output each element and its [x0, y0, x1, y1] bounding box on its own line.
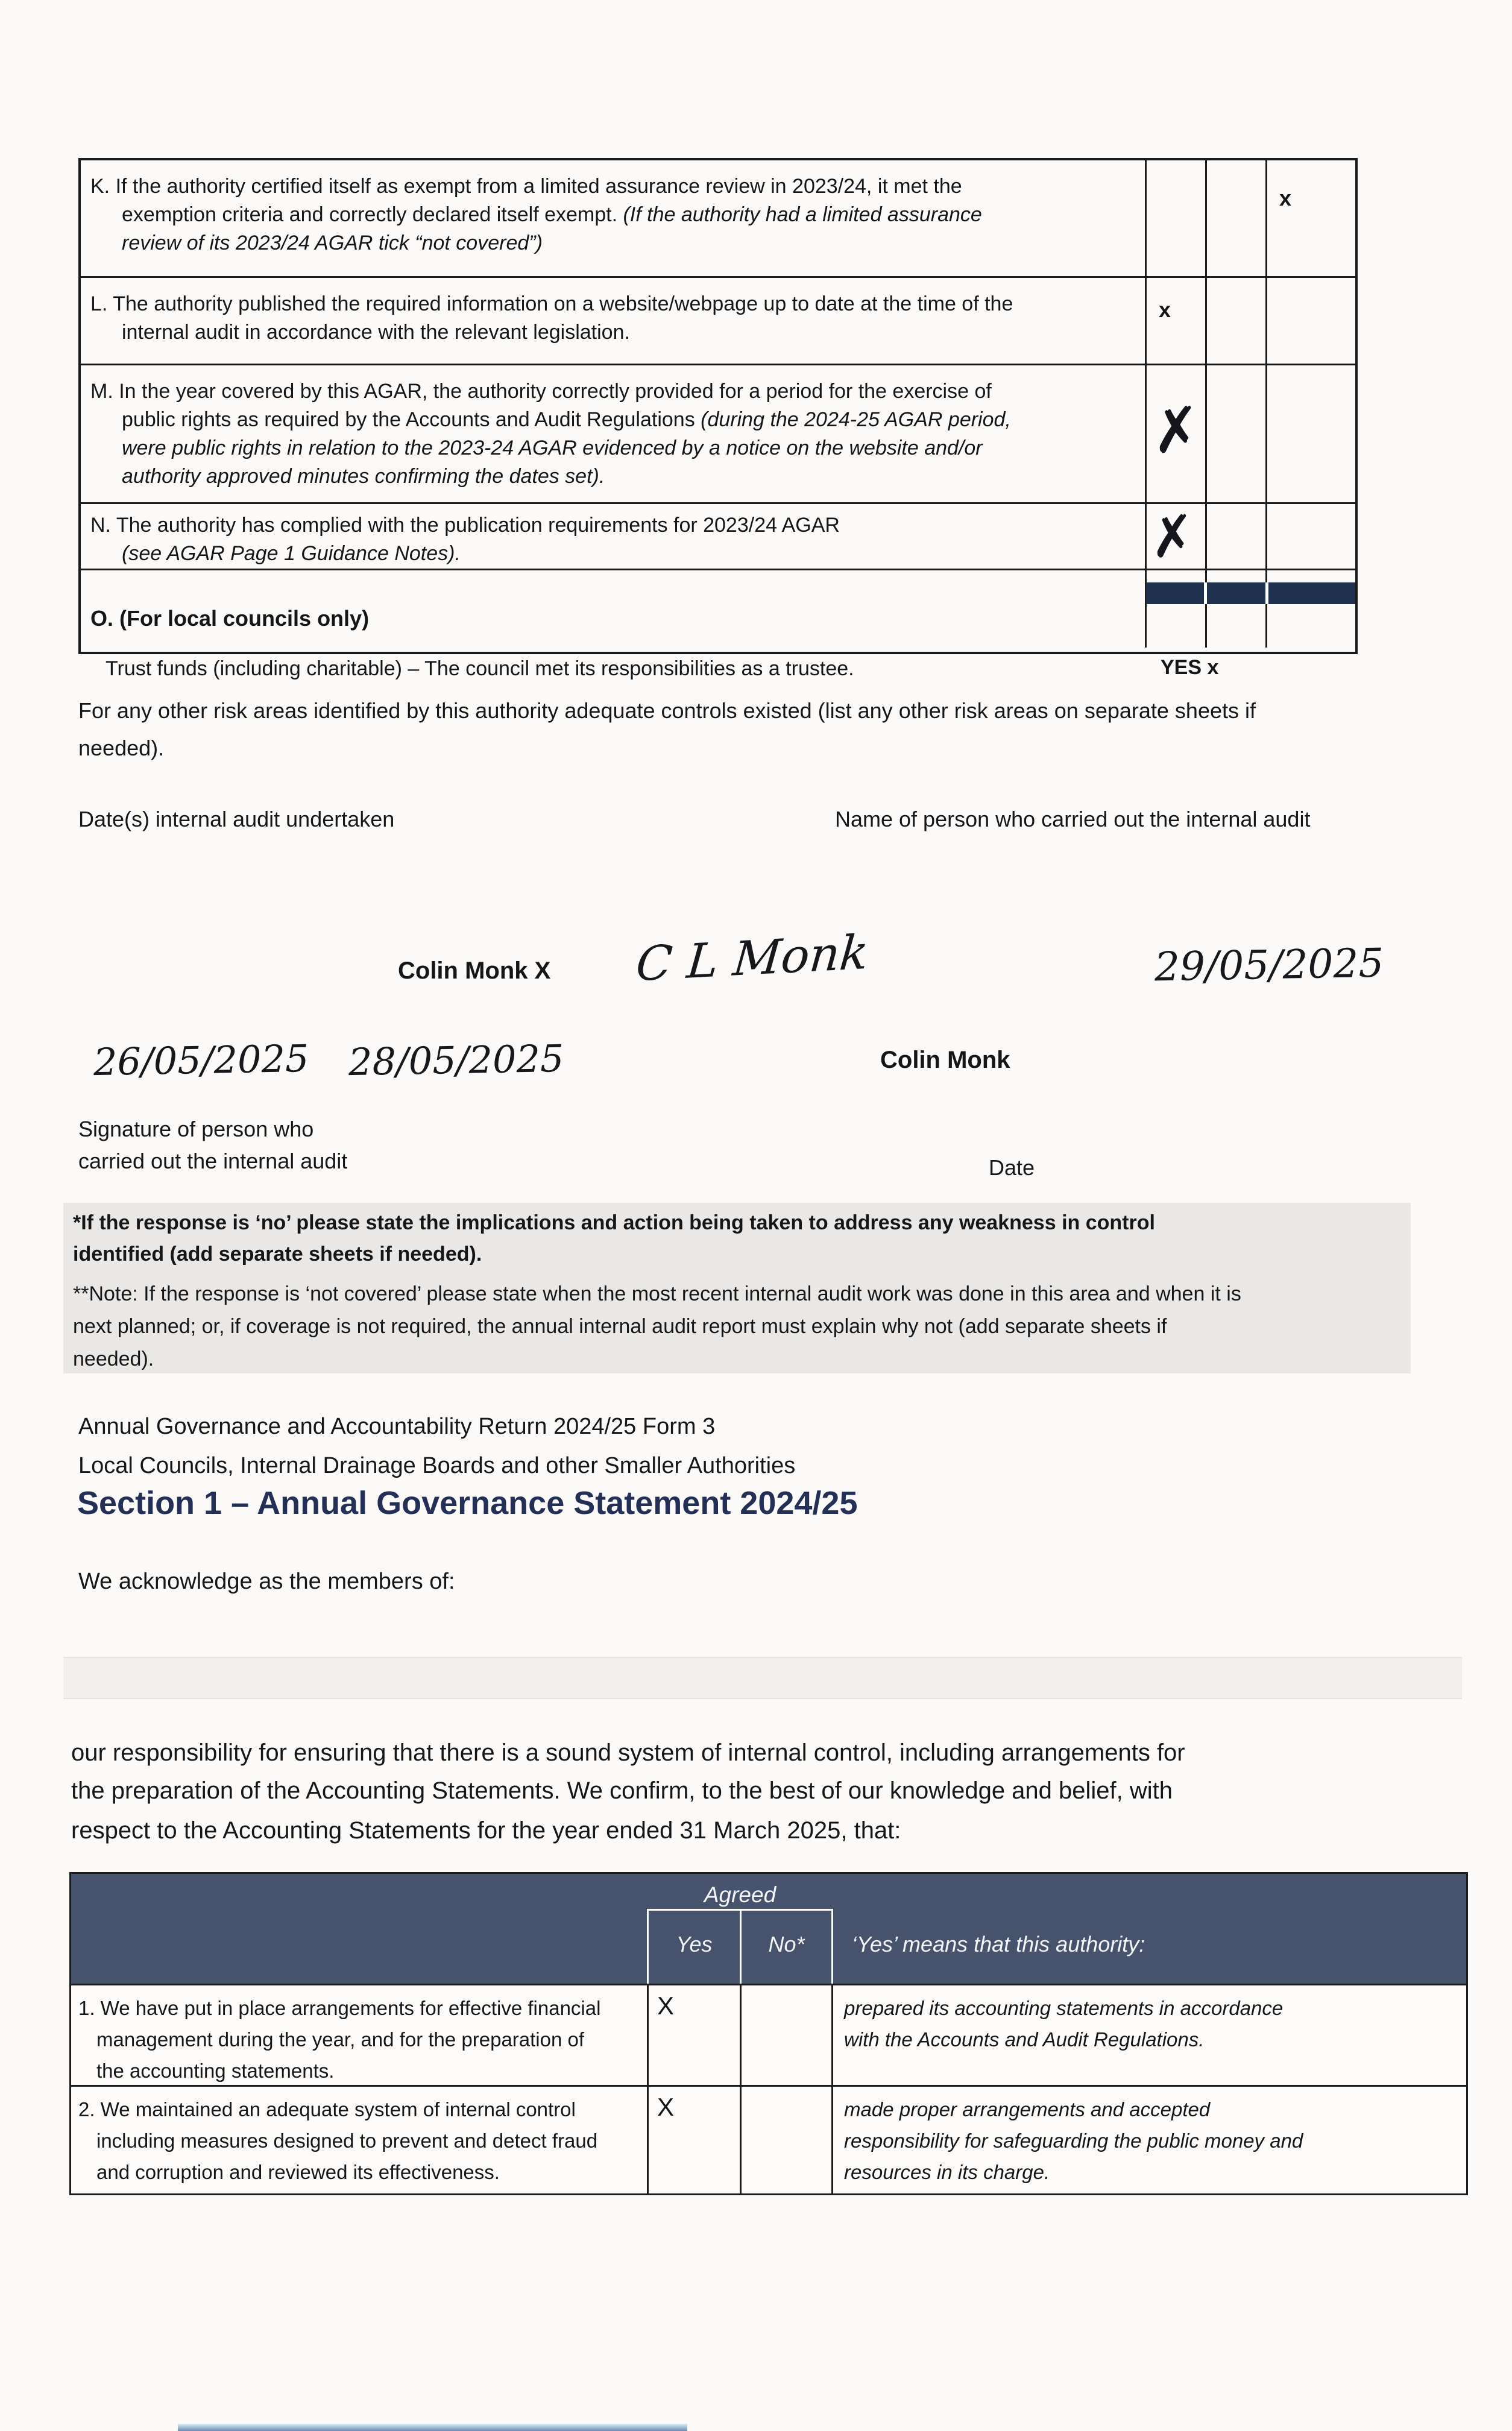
note-double-asterisk-line2: next planned; or, if coverage is not required, the annual internal audit report must explain why not (add separate sheets if — [73, 1315, 1167, 1338]
risk-paragraph-line2: needed). — [78, 736, 165, 760]
check-mark-typed — [742, 2087, 831, 2093]
risk-paragraph-line1: For any other risk areas identified by this authority adequate controls existed (list any other risk areas on separate sheets if — [78, 698, 1256, 723]
dates-undertaken-label: Date(s) internal audit undertaken — [78, 807, 395, 831]
auditor-signature: C L Monk — [634, 925, 871, 992]
audit-row-M-text: M. In the year covered by this AGAR, the authority correctly provided for a period for the exercise of public rights as required by the Accounts and Audit Regulations (during the 2024-25 AGAR period, were public rights in relation to the 2023-24 AGAR evidenced by a notice on the website and/or authority approved minutes confirming the dates set). — [90, 380, 1011, 488]
signature-label-line2: carried out the internal audit — [78, 1149, 348, 1173]
statement-cell: 2. We maintained an adequate system of internal control including measures designed to prevent and detect fraud and corruption and reviewed its effectiveness. — [71, 2087, 649, 2193]
audit-date-2: 28/05/2025 — [348, 1036, 564, 1085]
audit-row-K — [81, 160, 1355, 276]
check-mark-typed: X — [657, 2093, 675, 2121]
audit-row-O-label: O. (For local councils only) — [90, 606, 370, 631]
check-cell — [1265, 365, 1355, 502]
check-cell — [1205, 504, 1265, 569]
check-mark-typed: x — [1159, 297, 1171, 322]
means-column-header: ‘Yes’ means that this authority: — [852, 1932, 1145, 1956]
gov-row-2 — [71, 2085, 1466, 2193]
acknowledge-line: We acknowledge as the members of: — [78, 1569, 455, 1594]
blank-authority-field — [63, 1657, 1462, 1699]
check-cell — [1265, 504, 1355, 569]
responsibility-paragraph-line3: respect to the Accounting Statements for the year ended 31 March 2025, that: — [71, 1817, 901, 1844]
means-cell: prepared its accounting statements in accordance with the Accounts and Audit Regulations. — [844, 1997, 1284, 2051]
responsibility-paragraph-line2: the preparation of the Accounting Statements. We confirm, to the best of our knowledge and belief, with — [71, 1777, 1173, 1804]
bottom-partial-bar — [178, 2424, 687, 2431]
internal-audit-table — [78, 158, 1358, 654]
audit-row-M — [81, 364, 1355, 502]
check-cell — [1145, 278, 1205, 364]
auditor-name-label: Name of person who carried out the internal audit — [835, 807, 1311, 831]
no-cell — [742, 1985, 833, 2085]
check-cell — [1205, 365, 1265, 502]
yes-column-header: Yes — [676, 1932, 713, 1956]
check-cell — [1205, 160, 1265, 276]
check-cell — [1145, 502, 1205, 572]
o-row-navy-bar — [1146, 582, 1355, 604]
note-asterisk-line1: *If the response is ‘no’ please state the implications and action being taken to address any weakness in control — [73, 1211, 1155, 1234]
typed-name-x: Colin Monk X — [398, 957, 551, 984]
notes-block — [63, 1203, 1411, 1373]
governance-table — [69, 1872, 1468, 2195]
statement-cell: 1. We have put in place arrangements for effective financial management during the year, and for the preparation of the accounting statements. — [71, 1985, 649, 2085]
agreed-label: Agreed — [704, 1882, 776, 1907]
means-cell: made proper arrangements and accepted responsibility for safeguarding the public money and resources in its charge. — [844, 2098, 1303, 2183]
check-mark-handwritten: ✗ — [1145, 502, 1199, 572]
trust-funds-answer: YES x — [1161, 656, 1219, 679]
auditor-name-typed: Colin Monk — [880, 1047, 1010, 1073]
audit-row-L-text: L. The authority published the required information on a website/webpage up to date at the time of the internal audit in accordance with the relevant legislation. — [90, 292, 1013, 344]
signature-date-handwritten: 29/05/2025 — [1154, 939, 1385, 991]
section1-title: Section 1 – Annual Governance Statement 2024/25 — [77, 1485, 858, 1521]
check-mark-typed — [742, 1985, 831, 1991]
check-cell — [1265, 160, 1355, 276]
check-mark-typed — [1147, 160, 1205, 186]
header-divider — [831, 1909, 833, 1984]
signature-label-line1: Signature of person who — [78, 1117, 314, 1141]
yes-cell — [649, 1985, 742, 2085]
audit-row-L — [81, 276, 1355, 364]
check-mark-handwritten: ✗ — [1147, 393, 1205, 468]
check-mark-typed: x — [1279, 186, 1292, 210]
check-cell — [1145, 365, 1205, 502]
note-double-asterisk-line1: **Note: If the response is ‘not covered’ please state when the most recent internal audit work was done in this area and when it is — [73, 1282, 1241, 1305]
check-cell — [1265, 278, 1355, 364]
check-cell — [1145, 160, 1205, 276]
audit-row-K-text: K. If the authority certified itself as exempt from a limited assurance review in 2023/24, it met the exemption criteria and correctly declared itself exempt. (If the authority had a limited assurance review of its 2023/24 AGAR tick “not covered”) — [90, 175, 982, 254]
audit-row-N-text: N. The authority has complied with the publication requirements for 2023/24 AGAR (see AGAR Page 1 Guidance Notes). — [90, 514, 840, 565]
gov-header — [71, 1874, 1466, 1984]
no-column-header: No* — [768, 1932, 805, 1956]
responsibility-paragraph-line1: our responsibility for ensuring that there is a sound system of internal control, including arrangements for — [71, 1739, 1185, 1766]
note-double-asterisk-line3: needed). — [73, 1348, 154, 1370]
form-title-line2: Local Councils, Internal Drainage Boards and other Smaller Authorities — [78, 1453, 796, 1478]
trust-funds-line: Trust funds (including charitable) – The council met its responsibilities as a trustee. — [106, 657, 854, 680]
note-asterisk-line2: identified (add separate sheets if needed). — [73, 1243, 482, 1266]
check-mark-typed — [1207, 160, 1265, 186]
check-mark-typed: X — [657, 1991, 675, 2020]
gov-row-1 — [71, 1984, 1466, 2085]
audit-row-O — [81, 569, 1355, 648]
yes-cell — [649, 2087, 742, 2193]
audit-date-1: 26/05/2025 — [93, 1036, 309, 1085]
date-label: Date — [989, 1155, 1035, 1180]
audit-row-N — [81, 502, 1355, 572]
form-title-line1: Annual Governance and Accountability Return 2024/25 Form 3 — [78, 1414, 716, 1439]
check-cell — [1205, 278, 1265, 364]
no-cell — [742, 2087, 833, 2193]
